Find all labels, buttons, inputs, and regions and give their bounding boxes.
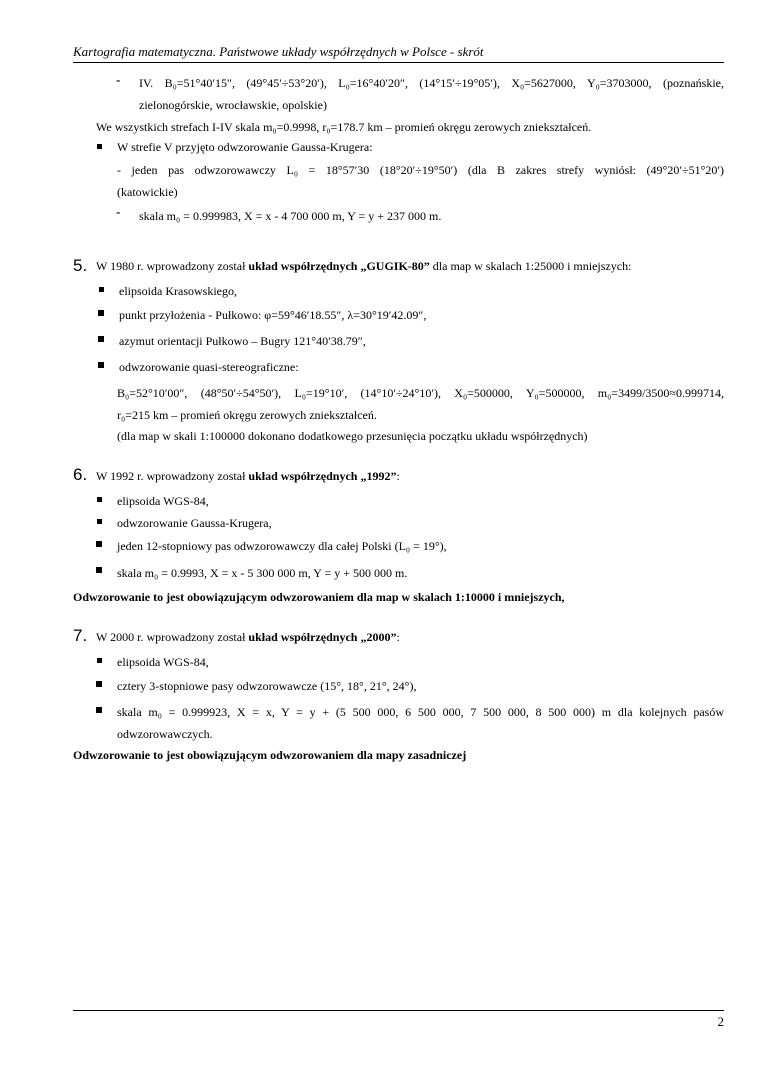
section-number-5: 5. xyxy=(73,256,88,275)
bullet-icon xyxy=(98,336,104,342)
params-line2: r₀=215 km – promień okręgu zerowych zniekształceń. xyxy=(117,408,377,422)
bullet-icon xyxy=(98,362,104,368)
list-item-continuation: odwzorowawczych. xyxy=(117,727,213,741)
list-item: skala m₀ = 0.999923, X = x, Y = y + (5 500 000, 6 500 000, 7 500 000, 8 500 000) m dla kolejnych pasów xyxy=(117,705,724,719)
section-6-note: Odwzorowanie to jest obowiązującym odwzorowaniem dla map w skalach 1:10000 i mniejszych, xyxy=(73,590,565,604)
bullet-icon xyxy=(97,497,102,502)
bullet-icon xyxy=(97,658,102,663)
bullet-icon xyxy=(98,310,104,316)
list-item: jeden 12-stopniowy pas odwzorowawczy dla całej Polski (L₀ = 19°), xyxy=(117,539,447,553)
params-line3: (dla map w skali 1:100000 dokonano dodatkowego przesunięcia początku układu współrzędnych) xyxy=(117,429,588,443)
list-item: azymut orientacji Pułkowo – Bugry 121°40′38.79″, xyxy=(119,334,366,348)
band-line1: - jeden pas odwzorowawczy L₀ = 18°57′30 (18°20′÷19°50′) (dla B zakres strefy wyniósł: (49°20′÷51°20′) xyxy=(117,163,724,177)
scale-line: skala m₀ = 0.999983, X = x - 4 700 000 m, Y = y + 237 000 m. xyxy=(139,209,442,223)
list-item: elipsoida Krasowskiego, xyxy=(119,284,237,298)
page-number: 2 xyxy=(717,1014,724,1029)
params-line1: B₀=52°10′00″, (48°50′÷54°50′), L₀=19°10′, (14°10′÷24°10′), X₀=500000, Y₀=500000, m₀=3499/3500≈0.999714, xyxy=(117,386,724,400)
bullet-icon xyxy=(97,144,102,149)
list-item: cztery 3-stopniowe pasy odwzorowawcze (15°, 18°, 21°, 24°), xyxy=(117,679,417,693)
all-zones-line: We wszystkich strefach I-IV skala m₀=0.9998, r₀=178.7 km – promień okręgu zerowych zniekształceń. xyxy=(96,120,592,134)
list-item: skala m₀ = 0.9993, X = x - 5 300 000 m, Y = y + 500 000 m. xyxy=(117,566,408,580)
bullet-icon xyxy=(97,519,102,524)
section-number-6: 6. xyxy=(73,465,88,484)
list-item: odwzorowanie quasi-stereograficzne: xyxy=(119,360,299,374)
list-item: odwzorowanie Gaussa-Krugera, xyxy=(117,516,272,530)
band-line2: (katowickie) xyxy=(117,185,178,199)
list-item: punkt przyłożenia - Pułkowo: φ=59°46′18.55″, λ=30°19′42.09″, xyxy=(119,308,427,322)
zone4-line1: IV. B₀=51°40′15″, (49°45′÷53°20′), L₀=16°40′20″, (14°15′÷19°05′), X₀=5627000, Y₀=3703000, (poznańskie, xyxy=(139,76,724,90)
list-item: elipsoida WGS-84, xyxy=(117,494,209,508)
bullet-icon xyxy=(96,707,102,713)
zone5-line: W strefie V przyjęto odwzorowanie Gaussa-Krugera: xyxy=(117,140,373,154)
bullet-icon xyxy=(96,681,102,687)
bullet-icon xyxy=(96,567,102,573)
zone4-line2: zielonogórskie, wrocławskie, opolskie) xyxy=(139,98,327,112)
page-header: Kartografia matematyczna. Państwowe układy współrzędnych w Polsce - skrót xyxy=(73,44,724,63)
list-item: elipsoida WGS-84, xyxy=(117,655,209,669)
section-7-note: Odwzorowanie to jest obowiązującym odwzorowaniem dla mapy zasadniczej xyxy=(73,748,467,762)
section-7-intro: W 2000 r. wprowadzony został układ współrzędnych „2000”: xyxy=(96,630,400,644)
footer-divider xyxy=(73,1010,724,1011)
section-number-7: 7. xyxy=(73,626,88,645)
dash-marker: - xyxy=(116,204,121,219)
section-5-intro: W 1980 r. wprowadzony został układ współrzędnych „GUGIK-80” dla map w skalach 1:25000 i mniejszych: xyxy=(96,259,632,273)
section-6-intro: W 1992 r. wprowadzony został układ współrzędnych „1992”: xyxy=(96,469,400,483)
dash-marker: - xyxy=(116,72,121,87)
bullet-icon xyxy=(99,287,104,292)
bullet-icon xyxy=(96,541,102,547)
